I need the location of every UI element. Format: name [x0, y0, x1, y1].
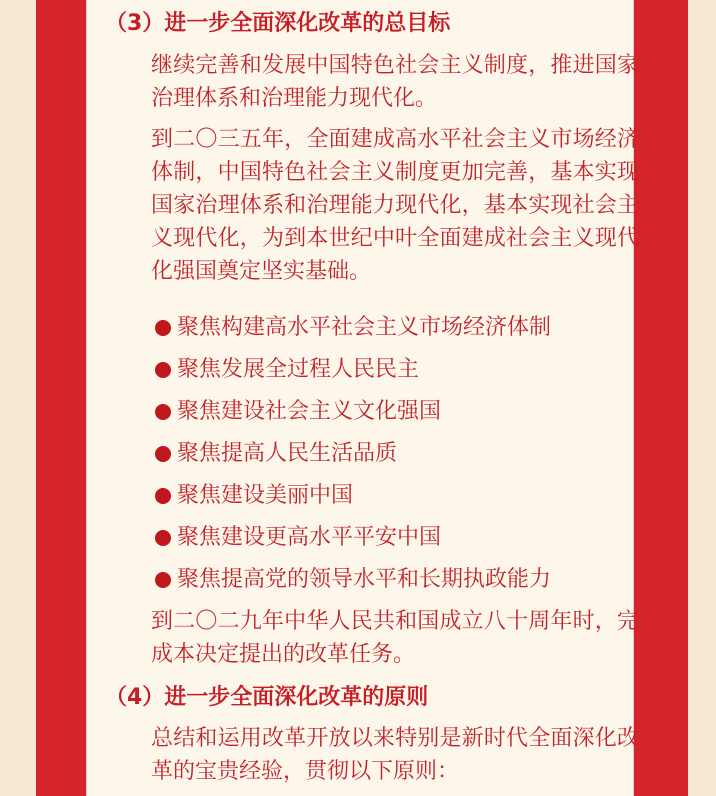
list-item: 聚焦建设美丽中国 — [155, 475, 551, 517]
page-edge-right — [688, 0, 716, 796]
section-4-heading: （4）进一步全面深化改革的原则 — [105, 685, 429, 710]
content-panel — [86, 0, 639, 796]
red-band-left — [36, 0, 86, 796]
section-3-heading: （3）进一步全面深化改革的总目标 — [105, 11, 451, 36]
red-band-right — [634, 0, 688, 796]
section-3-paragraph-2: 到二〇三五年，全面建成高水平社会主义市场经济体制，中国特色社会主义制度更加完善，基本实现国家治理体系和治理能力现代化，基本实现社会主义现代化，为到本世纪中叶全面建成社会主义现代化强国奠定坚实基础。 — [151, 127, 639, 284]
focus-list — [155, 307, 551, 601]
page-edge-left — [0, 0, 36, 796]
list-item: 聚焦建设社会主义文化强国 — [155, 391, 551, 433]
list-item: 聚焦提高党的领导水平和长期执政能力 — [155, 559, 551, 601]
bullet-dot-icon — [155, 530, 171, 546]
section-3-paragraph-1: 继续完善和发展中国特色社会主义制度，推进国家治理体系和治理能力现代化。 — [151, 53, 639, 111]
bullet-dot-icon — [155, 320, 171, 336]
section-4-paragraph-1: 总结和运用改革开放以来特别是新时代全面深化改革的宝贵经验，贯彻以下原则： — [151, 726, 639, 784]
list-item: 聚焦建设更高水平平安中国 — [155, 517, 551, 559]
list-item: 聚焦发展全过程人民民主 — [155, 349, 551, 391]
list-item: 聚焦构建高水平社会主义市场经济体制 — [155, 307, 551, 349]
list-item: 聚焦提高人民生活品质 — [155, 433, 551, 475]
bullet-dot-icon — [155, 488, 171, 504]
bullet-dot-icon — [155, 362, 171, 378]
bullet-dot-icon — [155, 572, 171, 588]
bullet-dot-icon — [155, 404, 171, 420]
section-3-paragraph-3: 到二〇二九年中华人民共和国成立八十周年时，完成本决定提出的改革任务。 — [151, 609, 639, 667]
bullet-dot-icon — [155, 446, 171, 462]
